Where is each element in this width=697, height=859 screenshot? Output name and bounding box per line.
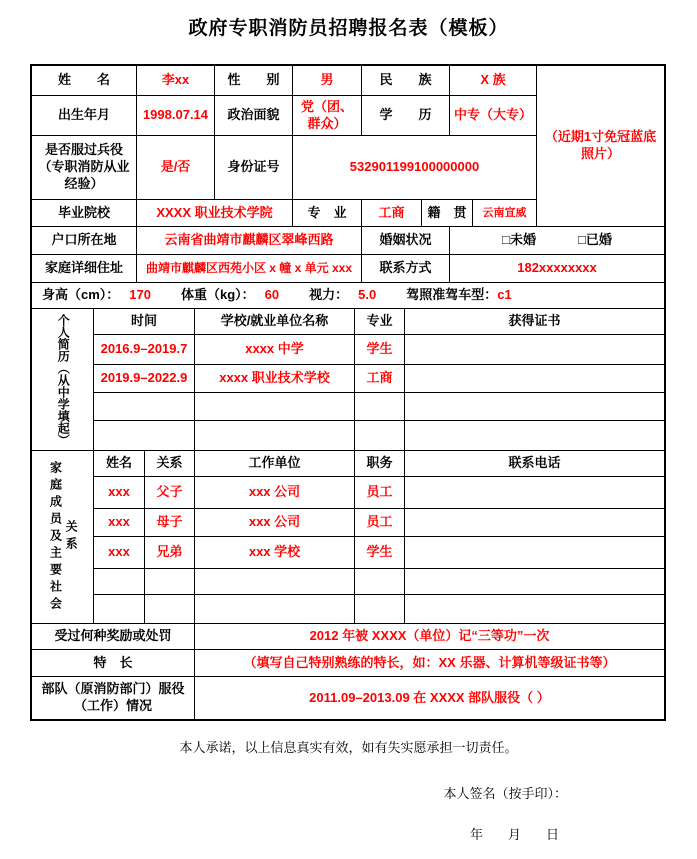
education-label: 学 历 — [362, 96, 450, 136]
history-header-time: 时间 — [94, 309, 195, 335]
family-row-workplace: xxx 公司 — [195, 509, 355, 537]
marital-status-label: 婚姻状况 — [362, 227, 450, 255]
history-row-org: xxxx 中学 — [195, 335, 355, 365]
license-value: c1 — [497, 287, 512, 303]
height-label: 身高（cm）： — [42, 287, 120, 303]
history-row-cert — [405, 421, 664, 451]
native-place-label: 籍 贯 — [422, 200, 473, 227]
home-address-value: 曲靖市麒麟区西苑小区 x 幢 x 单元 xxx — [137, 255, 362, 283]
family-header-position: 职务 — [355, 451, 405, 477]
history-row-cert — [405, 365, 664, 393]
family-header-workplace: 工作单位 — [195, 451, 355, 477]
specialty-value: （填写自己特别熟练的特长，如：XX 乐器、计算机等级证书等） — [195, 650, 664, 677]
family-row-name — [94, 569, 145, 595]
service-label: 部队（原消防部门）服役（工作）情况 — [32, 677, 195, 719]
family-row-relation: 父子 — [145, 477, 195, 509]
family-row-relation — [145, 569, 195, 595]
weight-value: 60 — [264, 287, 280, 303]
history-row-time — [94, 421, 195, 451]
family-row-position — [355, 569, 405, 595]
commitment-statement: 本人承诺，以上信息真实有效，如有失实愿承担一切责任。 — [179, 740, 518, 755]
history-row-time — [94, 393, 195, 421]
history-header-major: 专业 — [355, 309, 405, 335]
marital-status-options — [450, 227, 664, 255]
id-number-label: 身份证号 — [215, 136, 293, 200]
gender-label: 性 别 — [215, 66, 293, 96]
history-row-time: 2016.9–2019.7 — [94, 335, 195, 365]
award-label: 受过何种奖励或处罚 — [32, 624, 195, 650]
family-header-phone: 联系电话 — [405, 451, 664, 477]
section-basic-info — [32, 66, 664, 227]
license-label: 驾照准驾车型： — [406, 287, 498, 303]
hukou-value: 云南省曲靖市麒麟区翠峰西路 — [137, 227, 362, 255]
ethnic-value: X 族 — [450, 66, 537, 96]
weight-label: 体重（kg）： — [181, 287, 255, 303]
family-row-workplace: xxx 公司 — [195, 477, 355, 509]
service-value: 2011.09–2013.09 在 XXXX 部队服役（ ） — [309, 689, 550, 705]
history-header-org: 学校/就业单位名称 — [195, 309, 355, 335]
award-value: 2012 年被 XXXX（单位）记“三等功”一次 — [195, 624, 664, 650]
family-row-name: xxx — [94, 537, 145, 569]
page-title: 政府专职消防员招聘报名表（模板） — [188, 18, 509, 39]
history-row-major: 学生 — [355, 335, 405, 365]
family-row-relation — [145, 595, 195, 624]
name-value: 李xx — [137, 66, 215, 96]
graduate-school-value: XXXX 职业技术学院 — [137, 200, 293, 227]
graduate-school-label: 毕业院校 — [32, 200, 137, 227]
history-header-cert: 获得证书 — [405, 309, 664, 335]
birth-value: 1998.07.14 — [137, 96, 215, 136]
major-label: 专 业 — [293, 200, 362, 227]
home-address-label: 家庭详细住址 — [32, 255, 137, 283]
history-row-org — [195, 421, 355, 451]
family-row-relation: 母子 — [145, 509, 195, 537]
native-place-value: 云南宣威 — [473, 200, 537, 227]
family-header-relation: 关系 — [145, 451, 195, 477]
major-value: 工商 — [362, 200, 422, 227]
family-row-phone — [405, 509, 664, 537]
history-row-major: 工商 — [355, 365, 405, 393]
history-row-time: 2019.9–2022.9 — [94, 365, 195, 393]
politics-value: 党（团、群众） — [293, 96, 362, 136]
history-row-org — [195, 393, 355, 421]
body-stats-row — [32, 283, 664, 309]
id-number-value: 532901199100000000 — [293, 136, 537, 200]
family-row-phone — [405, 595, 664, 624]
history-row-major — [355, 393, 405, 421]
birth-label: 出生年月 — [32, 96, 137, 136]
section-residence — [32, 227, 664, 309]
family-row-name: xxx — [94, 477, 145, 509]
ethnic-label: 民 族 — [362, 66, 450, 96]
history-row-cert — [405, 393, 664, 421]
family-row-position: 员工 — [355, 509, 405, 537]
specialty-label: 特 长 — [32, 650, 195, 677]
family-row-phone — [405, 477, 664, 509]
family-row-position — [355, 595, 405, 624]
history-row-major — [355, 421, 405, 451]
politics-label: 政治面貌 — [215, 96, 293, 136]
family-row-name: xxx — [94, 509, 145, 537]
family-row-workplace: xxx 学校 — [195, 537, 355, 569]
vision-label: 视力： — [309, 287, 349, 303]
family-row-position: 员工 — [355, 477, 405, 509]
education-value: 中专（大专） — [450, 96, 537, 136]
gender-value: 男 — [293, 66, 362, 96]
photo-placeholder-cell: （近期1寸免冠蓝底照片） — [537, 66, 664, 227]
vision-value: 5.0 — [358, 287, 377, 303]
family-row-phone — [405, 569, 664, 595]
history-row-org: xxxx 职业技术学校 — [195, 365, 355, 393]
checkbox-unmarried[interactable]: □未婚 — [502, 232, 536, 248]
personal-history-side-label: 个人简历（从中学填起） — [32, 309, 94, 451]
name-label: 姓 名 — [32, 66, 137, 96]
military-service-value: 是/否 — [137, 136, 215, 200]
hukou-label: 户口所在地 — [32, 227, 137, 255]
checkbox-married[interactable]: □已婚 — [578, 232, 612, 248]
application-form-table — [30, 64, 666, 721]
height-value: 170 — [129, 287, 151, 303]
family-row-phone — [405, 537, 664, 569]
family-side-label: 家庭成员及主要社会关系 — [32, 451, 94, 624]
signature-label: 本人签名（按手印）： — [443, 786, 567, 801]
family-row-workplace — [195, 569, 355, 595]
section-personal-history — [32, 309, 664, 451]
contact-label: 联系方式 — [362, 255, 450, 283]
family-row-position: 学生 — [355, 537, 405, 569]
section-family-members — [32, 451, 664, 624]
military-service-label: 是否服过兵役（专职消防从业经验） — [32, 136, 137, 200]
family-row-relation: 兄弟 — [145, 537, 195, 569]
contact-value: 182xxxxxxxx — [450, 255, 664, 283]
family-row-workplace — [195, 595, 355, 624]
section-misc — [32, 624, 664, 719]
date-label: 年 月 日 — [469, 827, 565, 842]
family-header-name: 姓名 — [94, 451, 145, 477]
history-row-cert — [405, 335, 664, 365]
family-row-name — [94, 595, 145, 624]
